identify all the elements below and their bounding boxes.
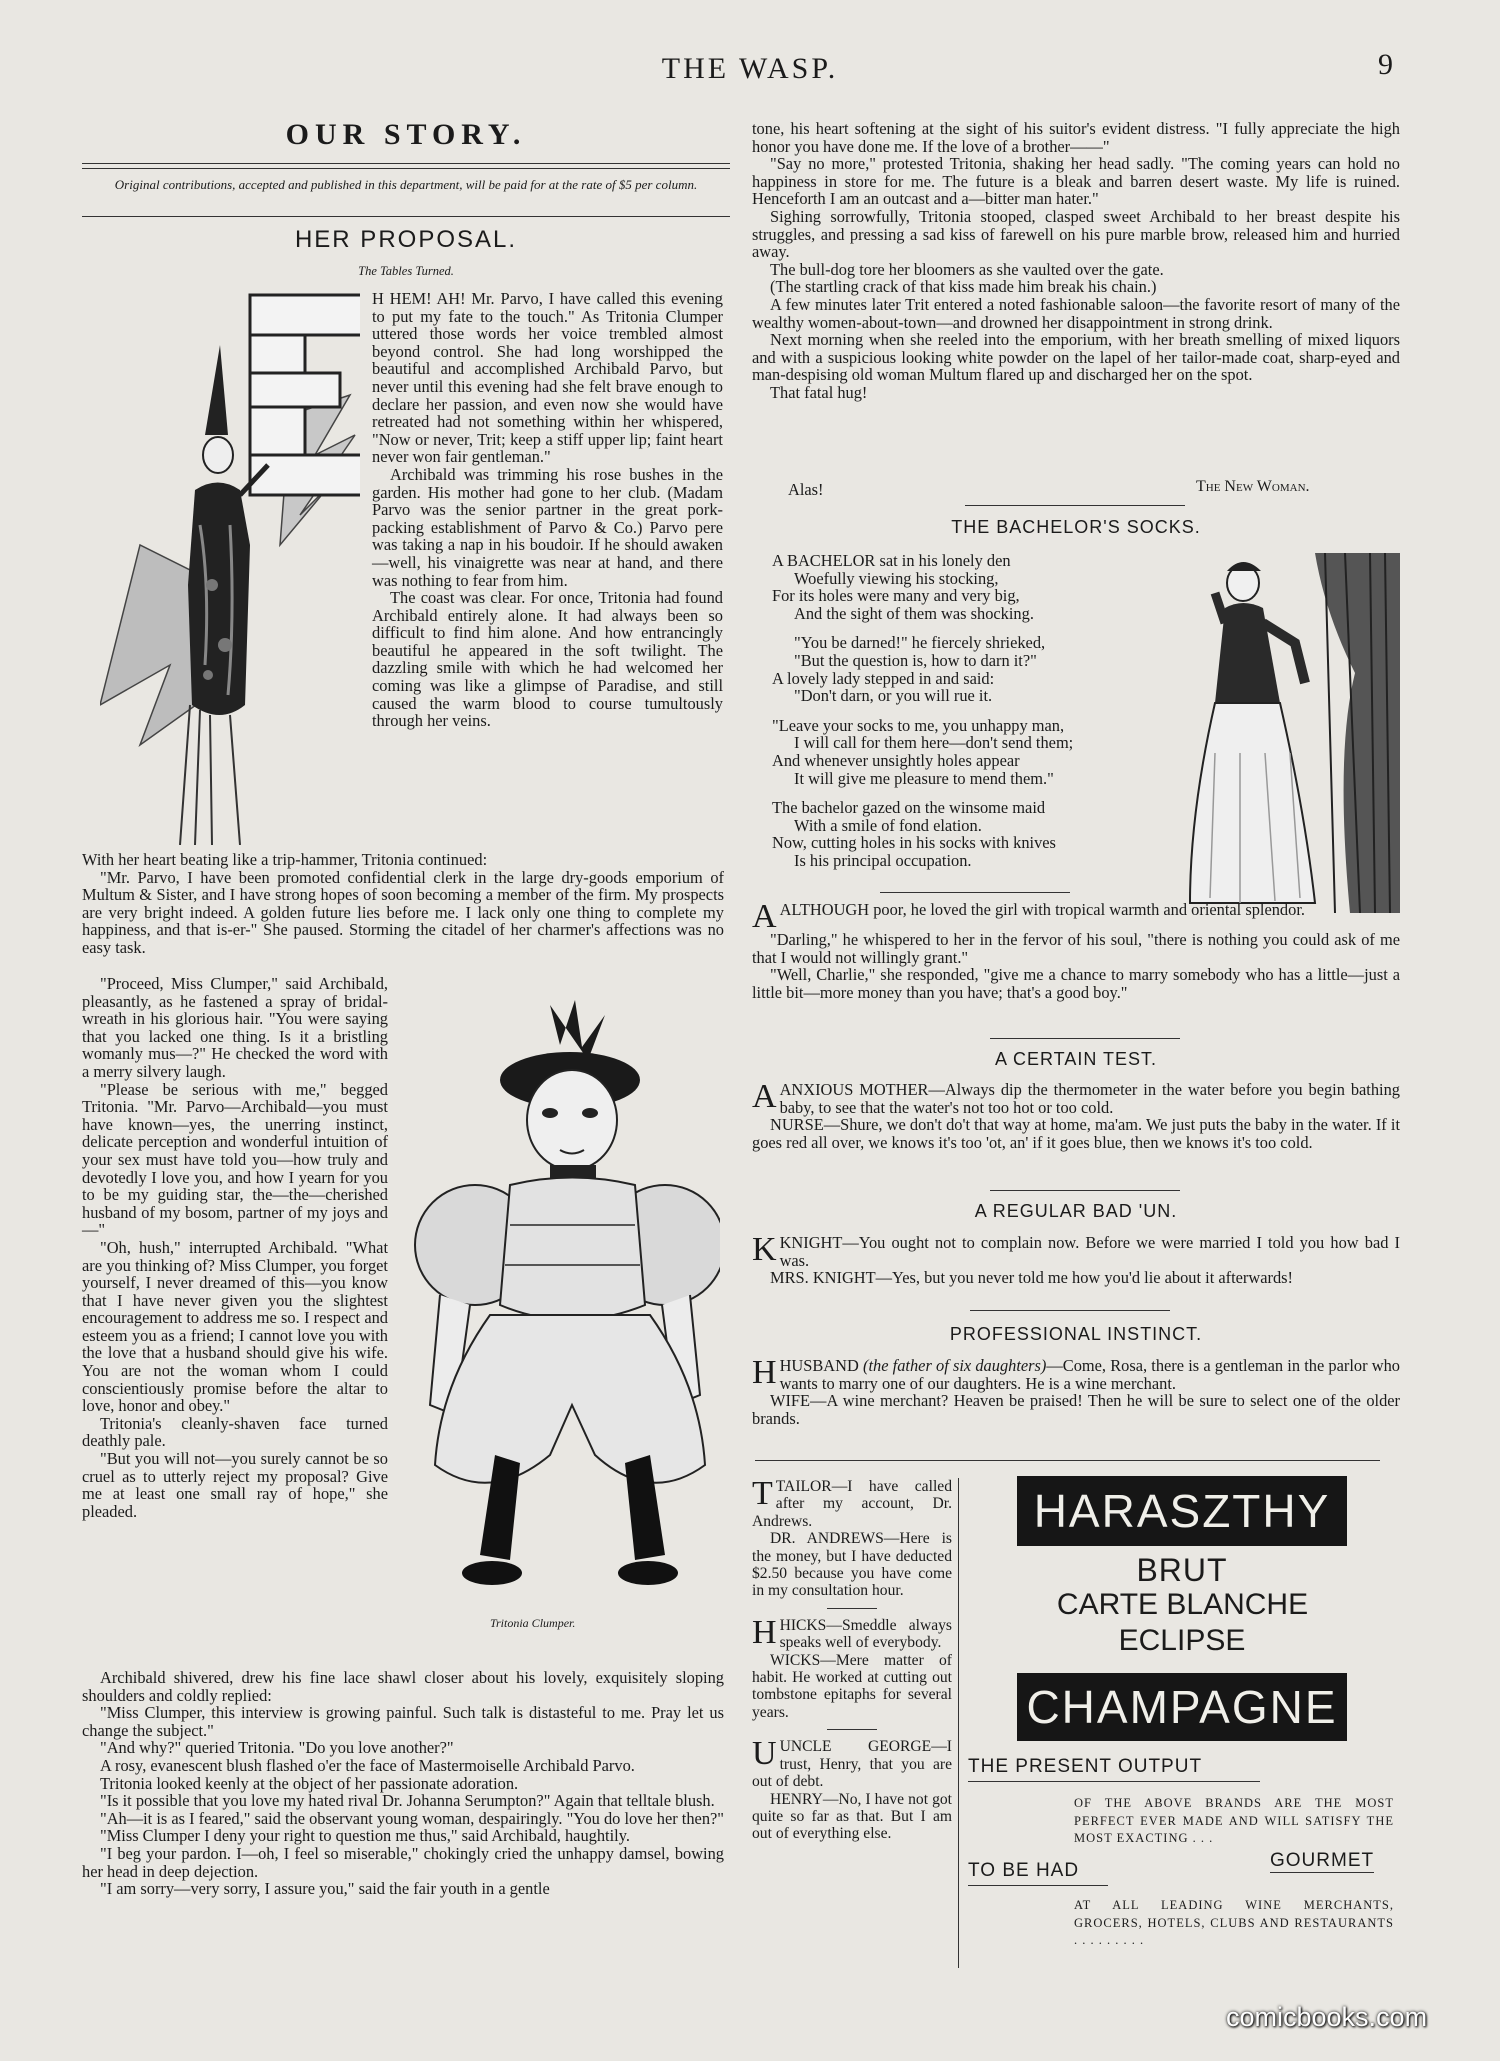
story-paragraph: Next morning when she reeled into the emporium, with her breath smelling of mixed liquors and with a suspicious looking white powder on the lapel of her tailor-made coat, sharp-eyed and man-despising old woman Multum flared up and discharged her on the spot. [752, 330, 1400, 385]
certain-test-title: A CERTAIN TEST. [994, 1049, 1158, 1069]
story-paragraph: WIFE—A wine merchant? Heaven be praised! Then he will be sure to select one of the older brands. [752, 1391, 1400, 1428]
story-paragraph: H HEM! AH! Mr. Parvo, I have called this evening to put my fate to the touch." As Tritonia Clumper uttered those words her voice trembled almost beyond control. She had long worshipped the beautiful and accomplished Archibald Parvo, but never until this evening had she felt brave enough to declare her passion, and even now she would have retreated had not something within her whispered, "Now or never, Trit; keep a stiff upper lip; faint heart never won fair gentleman." [372, 289, 723, 467]
paragraph-text: HUSBAND [779, 1356, 859, 1375]
story-paragraph: A rosy, evanescent blush flashed o'er the face of Mastermoiselle Archibald Parvo. [100, 1755, 635, 1775]
section-rule [755, 1460, 1380, 1461]
tritonia-illustration [400, 985, 720, 1605]
joke-paragraph [752, 1475, 952, 1530]
our-story-banner: OUR STORY. [285, 118, 527, 151]
story-paragraph: NURSE—Shure, we don't do't that way at home, ma'am. We just puts the baby in the water. If it goes red all over, we knows it's too 'ot, an' if it goes blue, then we knows it's too cold. [752, 1115, 1400, 1152]
paragraph-text: UNCLE GEORGE—I trust, Henry, that you are out of debt. [752, 1738, 952, 1791]
story-signature: The New Woman. [1196, 478, 1310, 495]
ad-gourmet: GOURMET [1270, 1850, 1375, 1871]
ad-product-banner: CHAMPAGNE [1017, 1673, 1347, 1741]
story-paragraph: (The startling crack of that kiss made him break his chain.) [770, 277, 1157, 297]
story-paragraph: "Is it possible that you love my hated rival Dr. Johanna Serumpton?" Again that telltale blush. [100, 1791, 715, 1811]
joke-paragraph [752, 1613, 952, 1652]
department-note: Original contributions, accepted and published in this department, will be paid for at the rate of $5 per column. [114, 177, 698, 192]
paragraph-text: —Come, Rosa, there is a gentleman in the parlor who wants to marry one of our daughters. He is a wine merchant. [779, 1356, 1400, 1393]
drop-cap: H [752, 1613, 777, 1651]
poem-line: Now, cutting holes in his socks with knives [772, 833, 1056, 853]
poem-line: I will call for them here—don't send them; [794, 733, 1074, 753]
story-paragraph: "Oh, hush," interrupted Archibald. "What are you thinking of? Miss Clumper, you forget yourself, I never dreamed of this—you know that I have never given you the slightest encouragement to address me so. I respect and esteem you as a friend; I cannot love you with the love that a husband should give his wife. You are not the woman whom I could conscientiously promise before the altar to love, honor and obey." [82, 1237, 388, 1416]
story-paragraph: MRS. KNIGHT—Yes, but you never told me how you'd lie about it afterwards! [770, 1268, 1293, 1288]
story-paragraph: The coast was clear. For once, Tritonia had found Archibald entirely alone. It had always been so difficult to find him alone. And how entrancingly beautiful he appeared in the soft twilight. The dazzling smile with which he had welcomed her coming was like a glimpse of Paradise, and still caused the warm blood to course tumultously through her veins. [372, 588, 723, 731]
poem-line: With a smile of fond elation. [794, 815, 982, 835]
story-paragraph [752, 898, 1400, 935]
story-paragraph: "Proceed, Miss Clumper," said Archibald, pleasantly, as he fastened a spray of bridal-wreath in his glorious hair. "You were saying that you lacked one thing. Is it a bristling womanly mus—?" He checked the word with a merry silvery laugh. [82, 974, 388, 1081]
divider-rule [970, 1310, 1170, 1311]
story-closing: Alas! [788, 480, 824, 499]
story-column-narrow [82, 975, 388, 1520]
story-paragraph: "Well, Charlie," she responded, "give me a chance to marry somebody who has a little—just a little bit—more money than you have; that's a good boy." [752, 965, 1400, 1002]
poem-line: The bachelor gazed on the winsome maid [772, 798, 1046, 818]
drop-cap: A [752, 1078, 777, 1115]
story-paragraph: "I am sorry—very sorry, I assure you," said the fair youth in a gentle [100, 1879, 550, 1899]
paragraph-text: KNIGHT—You ought not to complain now. Before we were married I told you how bad I was. [779, 1233, 1400, 1270]
story-paragraph: "Please be serious with me," begged Tritonia. "Mr. Parvo—Archibald—you must have known—yes, the unerring instinct, delicate perception and wonderful intuition of your sex must have told you—how truly and devotedly I love you, and how I yearn for you to be my guiding star, the—the—cherished husband of my bosom, partner of my joys and—" [82, 1079, 388, 1240]
instinct-text [752, 1354, 1400, 1428]
divider-rule [990, 1190, 1180, 1191]
story-paragraph: "Ah—it is as I feared," said the observant young woman, despairingly. "You do love her then?" [100, 1808, 724, 1828]
maid-illustration [1185, 553, 1400, 913]
bachelor-poem [772, 552, 1152, 870]
certain-test-text [752, 1078, 1400, 1152]
story-title: HER PROPOSAL. [294, 226, 518, 253]
story-continuation [752, 120, 1400, 402]
jokes-column [752, 1475, 952, 1843]
ad-line-eclipse: ECLIPSE [1118, 1624, 1246, 1657]
story-paragraph: With her heart beating like a trip-hammer, Tritonia continued: [82, 850, 488, 869]
divider-rule [827, 1729, 877, 1730]
divider-rule [827, 1608, 877, 1609]
ad-had-text: AT ALL LEADING WINE MERCHANTS, GROCERS, HOTELS, CLUBS AND RESTAURANTS . . . . . . . . . [1074, 1898, 1394, 1947]
story-paragraph: "But you will not—you surely cannot be so cruel as to utterly reject my proposal? Give me at least one small ray of hope," she pleaded. [82, 1449, 388, 1521]
divider-rule [990, 1038, 1180, 1039]
drop-cap: U [752, 1735, 777, 1773]
poem-line: And whenever unsightly holes appear [772, 750, 1020, 770]
ad-had-heading: TO BE HAD [968, 1860, 1080, 1881]
story-paragraph: Tritonia looked keenly at the object of her passionate adoration. [100, 1773, 519, 1793]
story-paragraph: "Miss Clumper, this interview is growing painful. Such talk is distasteful to me. Pray let us change the subject." [82, 1703, 724, 1740]
story-paragraph: Archibald was trimming his rose bushes in the garden. His mother had gone to her club. (Madam Parvo was the senior partner in the great pork-packing establishment of Parvo & Co.) Parvo pere was taking a nap in his boudoir. If he should awaken—well, his vinaigrette was near at hand, and there was nothing to fear from him. [372, 464, 723, 590]
story-paragraph: A few minutes later Trit entered a noted fashionable saloon—the favorite resort of many of the wealthy women-about-town—and drowned her disappointment in strong drink. [752, 294, 1400, 332]
poem-line: And the sight of them was shocking. [794, 603, 1034, 623]
banner-rule [82, 163, 730, 169]
poem-line: For its holes were many and very big, [772, 586, 1020, 606]
story-column-middle [82, 851, 724, 957]
story-paragraph: "I beg your pardon. I—oh, I feel so miserable," chokingly cried the unhappy damsel, bowing her head in deep dejection. [82, 1843, 724, 1881]
story-paragraph: Tritonia's cleanly-shaven face turned deathly pale. [82, 1413, 388, 1451]
ad-brand-banner: HARASZTHY [1017, 1476, 1347, 1546]
poem-line: "But the question is, how to darn it?" [794, 650, 1037, 670]
note-rule [82, 216, 730, 217]
story-column-top [372, 290, 723, 730]
joke-paragraph [752, 1735, 952, 1791]
story-paragraph: The bull-dog tore her bloomers as she vaulted over the gate. [770, 259, 1164, 279]
joke-paragraph: WICKS—Mere matter of habit. He worked at cutting out tombstone epitaphs for several years. [752, 1651, 952, 1721]
paragraph-text: TAILOR—I have called after my account, Dr. Andrews. [752, 1478, 952, 1530]
poem-line: A BACHELOR sat in his lonely den [772, 551, 1011, 570]
drop-cap: H [752, 1354, 777, 1391]
paragraph-text: ANXIOUS MOTHER—Always dip the thermometer in the water before you begin bathing baby, to see that the water's not too hot or too cold. [779, 1080, 1400, 1117]
bad-un-text [752, 1231, 1400, 1288]
ad-line-carte-blanche: CARTE BLANCHE [1056, 1588, 1309, 1621]
story-paragraph: "Miss Clumper I deny your right to question me thus," said Archibald, haughtily. [100, 1826, 630, 1846]
story-paragraph [752, 1354, 1400, 1393]
ad-output-heading: THE PRESENT OUTPUT [968, 1756, 1203, 1777]
tritonia-caption: Tritonia Clumper. [490, 1616, 576, 1630]
story-paragraph: "Mr. Parvo, I have been promoted confidential clerk in the large dry-goods emporium of Multum & Sister, and I have strong hopes of soon becoming a member of the firm. My prospects are very bright indeed. A golden future lies before me. I lack only one thing to complete my happiness, and that is-er-" She paused. Storming the citadel of her charmer's affections was no easy task. [82, 867, 724, 957]
story-paragraph: That fatal hug! [770, 382, 868, 402]
site-watermark: comicbooks.com [1226, 2002, 1428, 2032]
ad-line-brut: BRUT [1136, 1552, 1228, 1588]
story-paragraph: "Darling," he whispered to her in the fervor of his soul, "there is nothing you could ask of me that I would not willingly grant." [752, 930, 1400, 967]
drop-cap: T [752, 1475, 773, 1512]
story-paragraph: Archibald shivered, drew his fine lace shawl closer about his lovely, exquisitely sloping shoulders and coldly replied: [82, 1668, 724, 1705]
joke-paragraph: DR. ANDREWS—Here is the money, but I have deducted $2.50 because you have come in my consultation hour. [752, 1530, 952, 1600]
story-column-bottom [82, 1669, 724, 1898]
poem-line: "Don't darn, or you will rue it. [794, 686, 993, 706]
masthead-title: THE WASP. [661, 52, 839, 85]
bad-un-title: A REGULAR BAD 'UN. [974, 1201, 1178, 1221]
divider-rule [880, 892, 1070, 893]
drop-cap: K [752, 1231, 777, 1268]
paragraph-italic: (the father of six daughters) [863, 1356, 1047, 1375]
poem-line: "Leave your socks to me, you unhappy man, [772, 715, 1065, 735]
instinct-title: PROFESSIONAL INSTINCT. [949, 1324, 1203, 1344]
bachelor-prose [752, 898, 1400, 1002]
story-paragraph: tone, his heart softening at the sight of his suitor's evident distress. "I fully appreciate the high honor you have done me. If the love of a brother——" [752, 119, 1400, 156]
story-paragraph: "And why?" queried Tritonia. "Do you love another?" [100, 1738, 454, 1758]
story-subtitle: The Tables Turned. [358, 264, 454, 278]
poem-line: Woefully viewing his stocking, [794, 568, 999, 588]
ad-rule [968, 1885, 1108, 1886]
bachelor-title: THE BACHELOR'S SOCKS. [951, 517, 1201, 537]
joke-paragraph: HENRY—No, I have not got quite so far as that. But I am out of everything else. [752, 1790, 952, 1843]
paragraph-text: HICKS—Smeddle always speaks well of everybody. [779, 1616, 952, 1652]
story-paragraph: Sighing sorrowfully, Tritonia stooped, clasped sweet Archibald to her breast despite his struggles, and pressing a sad kiss of farewell on his pure marble brow, released him and hurried away. [752, 206, 1400, 262]
story-paragraph [752, 1078, 1400, 1117]
poem-line: A lovely lady stepped in and said: [772, 668, 995, 688]
ad-rule [968, 1781, 1260, 1782]
drop-cap-illustration [100, 285, 360, 845]
drop-cap: A [752, 898, 777, 935]
poem-line: Is his principal occupation. [794, 850, 972, 870]
ad-output-text: OF THE ABOVE BRANDS ARE THE MOST PERFECT EVER MADE AND WILL SATISFY THE MOST EXACTING . . . [1074, 1796, 1394, 1845]
poem-line: "You be darned!" he fiercely shrieked, [794, 633, 1046, 653]
paragraph-text: ALTHOUGH poor, he loved the girl with tropical warmth and oriental splendor. [779, 900, 1305, 919]
poem-line: It will give me pleasure to mend them." [794, 768, 1054, 788]
story-paragraph: "Say no more," protested Tritonia, shaking her head sadly. "The coming years can hold no happiness in store for me. The future is a bleak and barren desert waste. My life is ruined. Henceforth I am an outcast and a—bitter man hater." [752, 154, 1400, 209]
page-number: 9 [1378, 48, 1393, 81]
story-paragraph [752, 1231, 1400, 1270]
jokes-ad-divider [958, 1478, 959, 1968]
signature-rule [965, 505, 1185, 506]
